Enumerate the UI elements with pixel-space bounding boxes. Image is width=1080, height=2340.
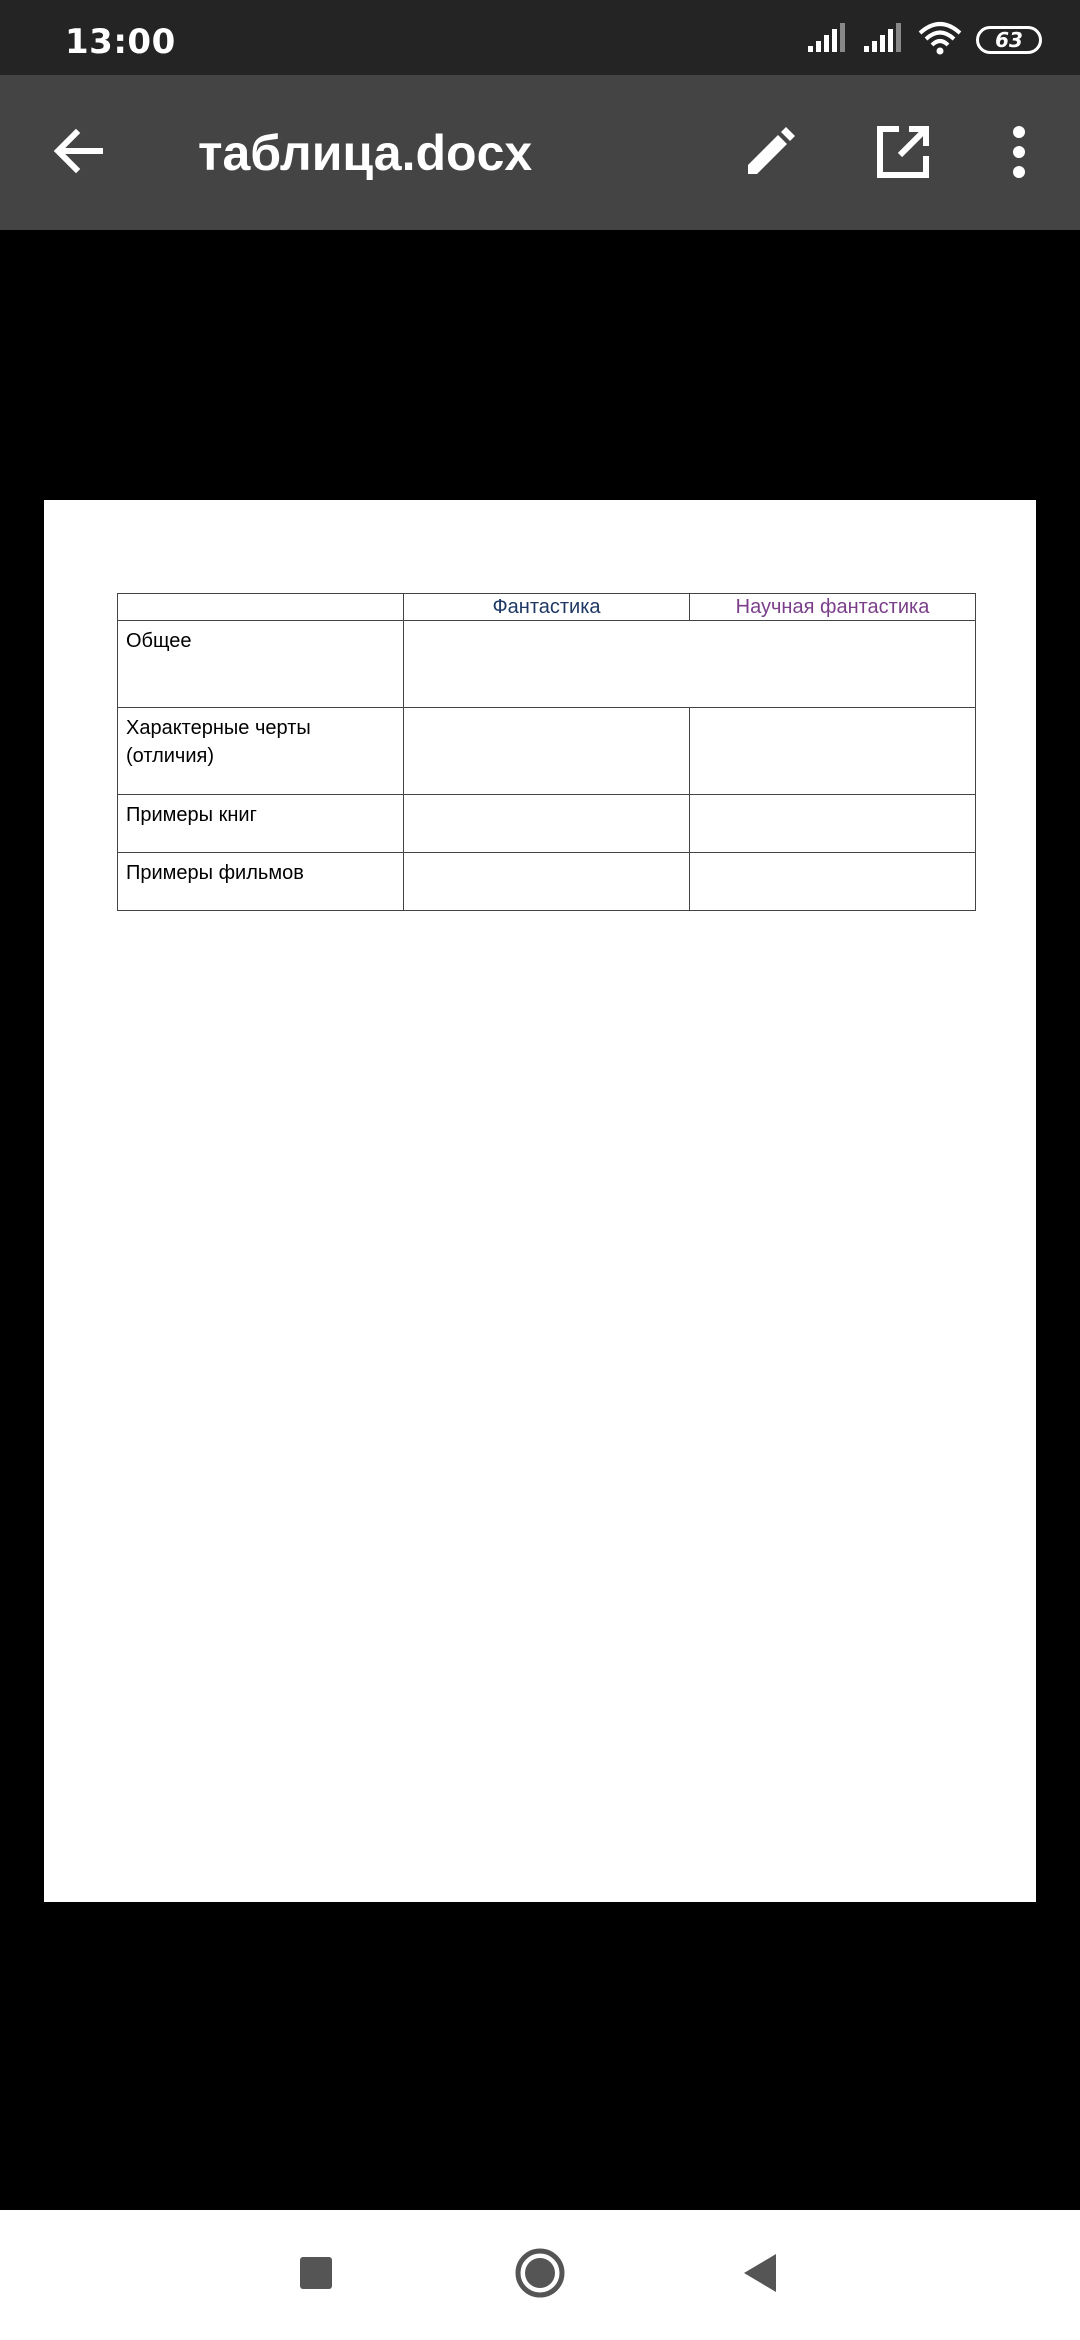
pencil-icon [742,124,798,184]
table-row [118,708,976,795]
table-header-row [118,594,976,621]
table-row [118,853,976,911]
table-cell [690,853,976,911]
document-title: таблица.docx [198,125,533,181]
table-cell [404,853,690,911]
status-icons [806,22,1042,58]
battery-level: 63 [995,28,1023,52]
recent-apps-icon [299,2256,333,2294]
back-button[interactable] [38,120,118,186]
row-label: Общее [118,621,404,708]
table-cell [690,795,976,853]
home-button[interactable] [500,2240,580,2310]
row-label: Примеры фильмов [118,853,404,911]
recent-apps-button[interactable] [276,2240,356,2310]
open-external-icon [875,124,931,184]
table-row [118,621,976,708]
navigation-bar [0,2210,1080,2340]
table-cell [404,708,690,795]
edit-button[interactable] [735,119,805,189]
table-cell [404,795,690,853]
battery-icon [976,26,1042,54]
more-vert-icon [1009,124,1029,184]
back-triangle-icon [742,2252,778,2298]
table-row [118,795,976,853]
table-cell [690,708,976,795]
document-table [117,593,976,911]
table-header-cell: Фантастика [404,594,690,621]
app-bar [0,75,1080,230]
open-with-button[interactable] [868,119,938,189]
back-arrow-icon [52,128,104,178]
table-header-cell [118,594,404,621]
wifi-icon [918,21,962,59]
document-page[interactable] [44,500,1036,1902]
row-label: Примеры книг [118,795,404,853]
table-cell [404,621,976,708]
table-header-cell: Научная фантастика [690,594,976,621]
signal-icon [806,22,848,58]
status-time: 13:00 [65,22,176,62]
home-icon [514,2247,566,2303]
more-options-button[interactable] [984,119,1054,189]
row-label: Характерные черты (отличия) [118,708,404,795]
status-bar [0,0,1080,75]
nav-back-button[interactable] [720,2240,800,2310]
signal-icon [862,22,904,58]
